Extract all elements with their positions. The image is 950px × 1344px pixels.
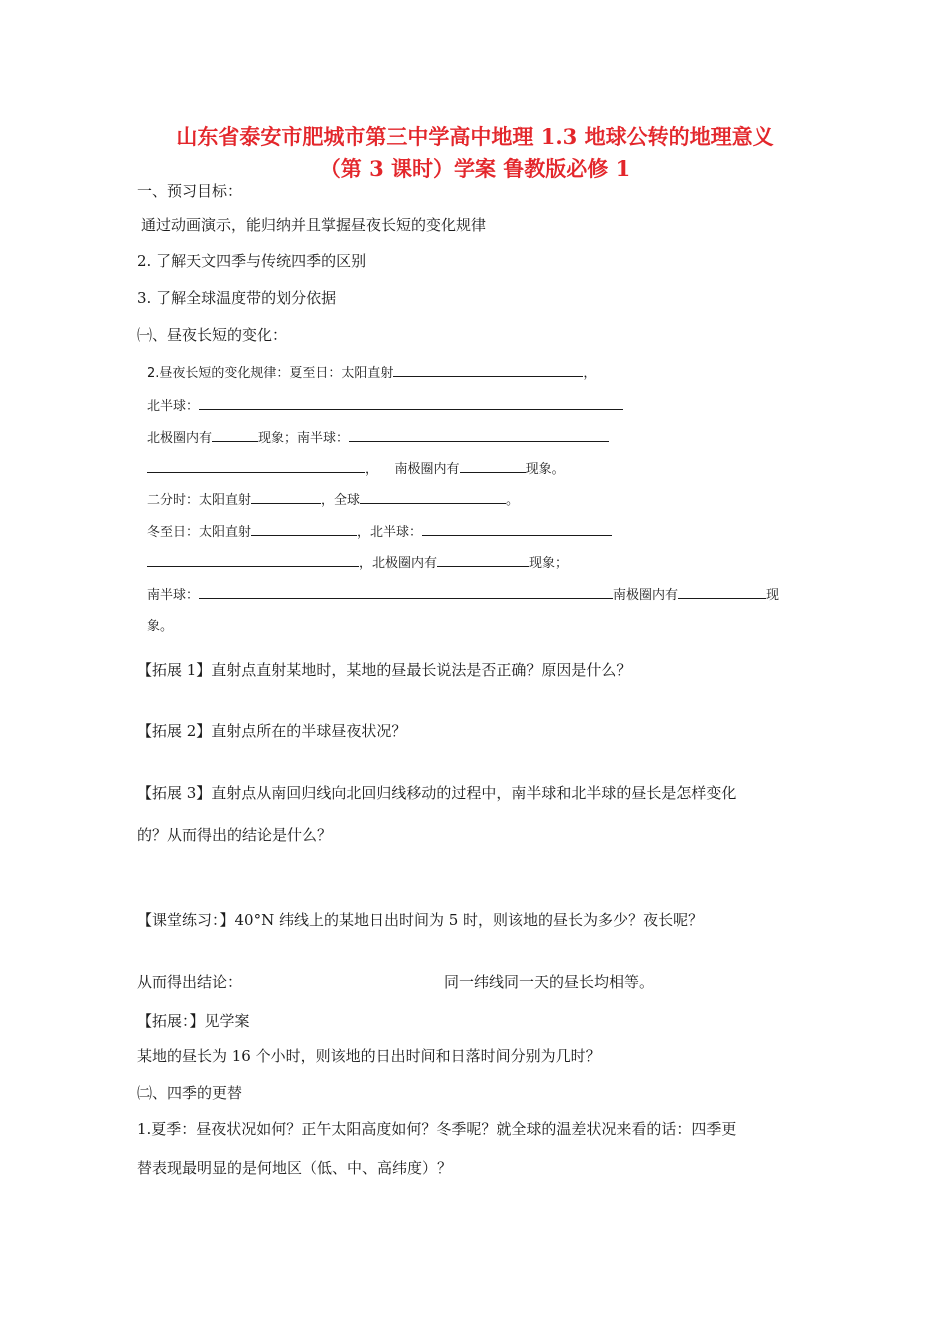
answer-blank[interactable] [437,552,529,567]
extension-3-line1: 【拓展 3】直射点从南回归线向北回归线移动的过程中，南半球和北半球的昼长是怎样变化 [137,784,737,802]
fill-line-9: 象。 [147,619,174,634]
classroom-practice: 【课堂练习：】40°N 纬线上的某地日出时间为 5 时，则该地的昼长为多少？夜长呢？ [137,911,704,929]
fill-line-6: 冬至日：太阳直射 ，北半球： [147,521,612,540]
answer-blank[interactable] [147,552,359,567]
seasons-question-line2: 替表现最明显的是何地区（低、中、高纬度）？ [137,1159,453,1177]
extension-2: 【拓展 2】直射点所在的半球昼夜状况？ [137,722,407,740]
preview-goal-2: 2. 了解天文四季与传统四季的区别 [137,252,367,270]
preview-goal-3: 3. 了解全球温度带的划分依据 [137,289,337,307]
conclusion-label: 从而得出结论： [137,973,243,991]
seasons-question-line1: 1.夏季：昼夜状况如何？正午太阳高度如何？冬季呢？就全球的温差状况来看的话：四季更 [137,1120,737,1138]
document-title-line2: （第 3 课时）学案 鲁教版必修 1 [319,156,631,181]
section-daynight-heading: ㈠、昼夜长短的变化： [137,326,288,344]
answer-blank[interactable] [251,489,321,504]
answer-blank[interactable] [678,584,766,599]
practice-question: 某地的昼长为 16 个小时，则该地的日出时间和日落时间分别为几时？ [137,1047,601,1065]
answer-blank[interactable] [349,427,609,442]
fill-line-5: 二分时：太阳直射 ，全球 。 [147,489,519,508]
fill-line-3: 北极圈内有 现象；南半球： [147,427,609,446]
section-seasons-heading: ㈡、四季的更替 [137,1084,243,1102]
answer-blank[interactable] [147,458,365,473]
section-preview-heading: 一、预习目标： [137,182,243,200]
answer-blank[interactable] [393,362,583,377]
answer-blank[interactable] [212,427,258,442]
conclusion-text: 同一纬线同一天的昼长均相等。 [444,973,655,991]
fill-line-1: 2.昼夜长短的变化规律：夏至日：太阳直射 ， [147,362,596,381]
answer-blank[interactable] [251,521,357,536]
document-title-line1: 山东省泰安市肥城市第三中学高中地理 1.3 地球公转的地理意义 [176,124,774,149]
fill-line-2: 北半球： [147,395,623,414]
fill-line-4: ， 南极圈内有 现象。 [147,458,565,477]
extension-1: 【拓展 1】直射点直射某地时，某地的昼最长说法是否正确？原因是什么？ [137,661,632,679]
answer-blank[interactable] [360,489,506,504]
practice-extension-label: 【拓展：】见学案 [137,1012,250,1030]
extension-3-line2: 的？从而得出的结论是什么？ [137,826,333,844]
preview-goal-1: 通过动画演示，能归纳并且掌握昼夜长短的变化规律 [141,216,487,234]
fill-line-8: 南半球： 南极圈内有 现 [147,584,779,603]
fill-line-7: ，北极圈内有 现象； [147,552,568,571]
answer-blank[interactable] [460,458,526,473]
answer-blank[interactable] [199,395,623,410]
answer-blank[interactable] [422,521,612,536]
answer-blank[interactable] [199,584,613,599]
